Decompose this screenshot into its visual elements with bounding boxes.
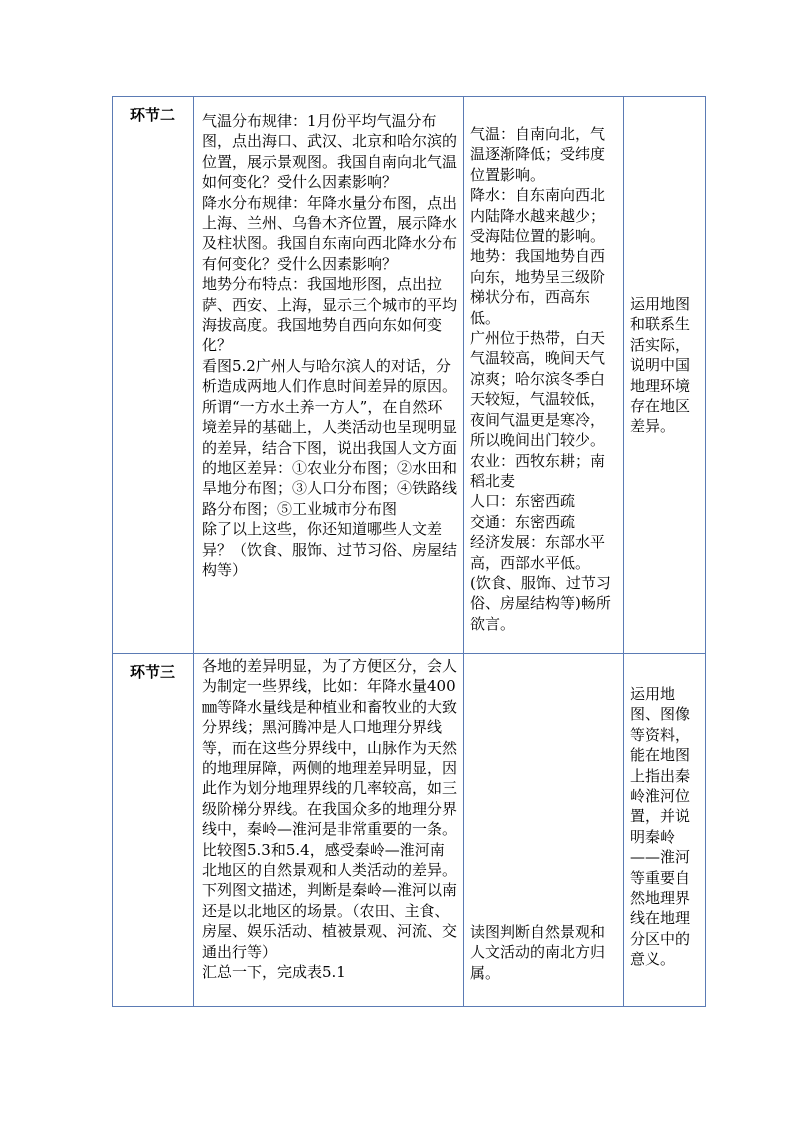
design-intent-cell [624, 654, 706, 1007]
design-intent-cell [624, 97, 706, 654]
teacher-paragraph: 看图5.2广州人与哈尔滨人的对话，分析造成两地人们作息时间差异的原因。 [202, 356, 458, 396]
student-paragraph: 广州位于热带，白天气温较高，晚间天气凉爽；哈尔滨冬季白天较短，气温较低，夜间气温更是寒冷，所以晚间出门较少。 [470, 329, 606, 450]
teacher-paragraph: 除了以上这些，你还知道哪些人文差异？（饮食、服饰、过节习俗、房屋结构等） [202, 520, 458, 579]
teacher-paragraph: 下列图文描述，判断是秦岭—淮河以南还是以北地区的场景。（农田、主食、房屋、娱乐活动、植被景观、河流、交通出行等） [202, 881, 458, 961]
teacher-paragraph: 各地的差异明显，为了方便区分，会人为制定一些界线，比如：年降水量400㎜等降水量线是种植业和畜牧业的大致分界线；黑河腾冲是人口地理分界线等，而在这些分界线中，山脉作为天然的地理屏障，两侧的地理差异明显，因此作为划分地理界线的几率较高，如三级阶梯分界线。在我国众多的地理分界线中，秦岭—淮河是非常重要的一条。比较图5.3和5.4，感受秦岭—淮河南北地区的自然景观和人类活动的差异。 [202, 657, 458, 880]
student-paragraph: 地势：我国地势自西向东，地势呈三级阶梯状分布，西高东低。 [470, 247, 606, 327]
student-paragraph: 降水：自东南向西北内陆降水越来越少；受海陆位置的影响。 [470, 186, 606, 246]
lesson-plan-table [112, 96, 706, 1007]
table-row [113, 97, 706, 654]
design-intent-text: 运用地图和联系生活实际，说明中国地理环境存在地区差异。 [630, 295, 691, 436]
student-paragraph: 人口：东密西疏 [470, 492, 576, 511]
teacher-activity-cell [194, 97, 464, 654]
student-paragraph: 读图判断自然景观和人文活动的南北方归属。 [470, 923, 606, 982]
stage-label: 环节三 [130, 663, 176, 681]
teacher-paragraph: 气温分布规律：1月份平均气温分布图，点出海口、武汉、北京和哈尔滨的位置，展示景观图。我国自南向北气温如何变化？受什么因素影响？ [202, 112, 458, 192]
student-paragraph: 气温：自南向北，气温逐渐降低；受纬度位置影响。 [470, 125, 606, 184]
student-paragraph: 经济发展：东部水平高，西部水平低。 [470, 533, 606, 572]
student-paragraph: 农业：西牧东耕；南稻北麦 [470, 451, 606, 490]
student-activity-cell [464, 654, 624, 1007]
design-intent-text: 运用地图、图像等资料，能在地图上指出秦岭淮河位置，并说明秦岭——淮河等重要自然地理界线在地理分区中的意义。 [630, 685, 691, 969]
student-paragraph: 交通：东密西疏 [470, 512, 576, 531]
stage-cell [113, 97, 194, 654]
student-activity-cell [464, 97, 624, 654]
teacher-paragraph: 所谓“一方水土养一方人”，在自然环境差异的基础上，人类活动也呈现明显的差异，结合下图，说出我国人文方面的地区差异：①农业分布图；②水田和旱地分布图；③人口分布图；④铁路线路分布图；⑤工业城市分布图 [202, 397, 458, 518]
stage-cell [113, 654, 194, 1007]
teacher-activity-cell [194, 654, 464, 1007]
teacher-paragraph: 汇总一下，完成表5.1 [202, 963, 346, 982]
stage-label: 环节二 [130, 106, 176, 124]
teacher-paragraph: 地势分布特点：我国地形图，点出拉萨、西安、上海，显示三个城市的平均海拔高度。我国地势自西向东如何变化？ [202, 275, 458, 355]
teacher-paragraph: 降水分布规律：年降水量分布图，点出上海、兰州、乌鲁木齐位置，展示降水及柱状图。我国自东南向西北降水分布有何变化？受什么因素影响？ [202, 193, 458, 273]
table-row [113, 654, 706, 1007]
student-paragraph: (饮食、服饰、过节习俗、房屋结构等)畅所欲言。 [470, 573, 611, 633]
